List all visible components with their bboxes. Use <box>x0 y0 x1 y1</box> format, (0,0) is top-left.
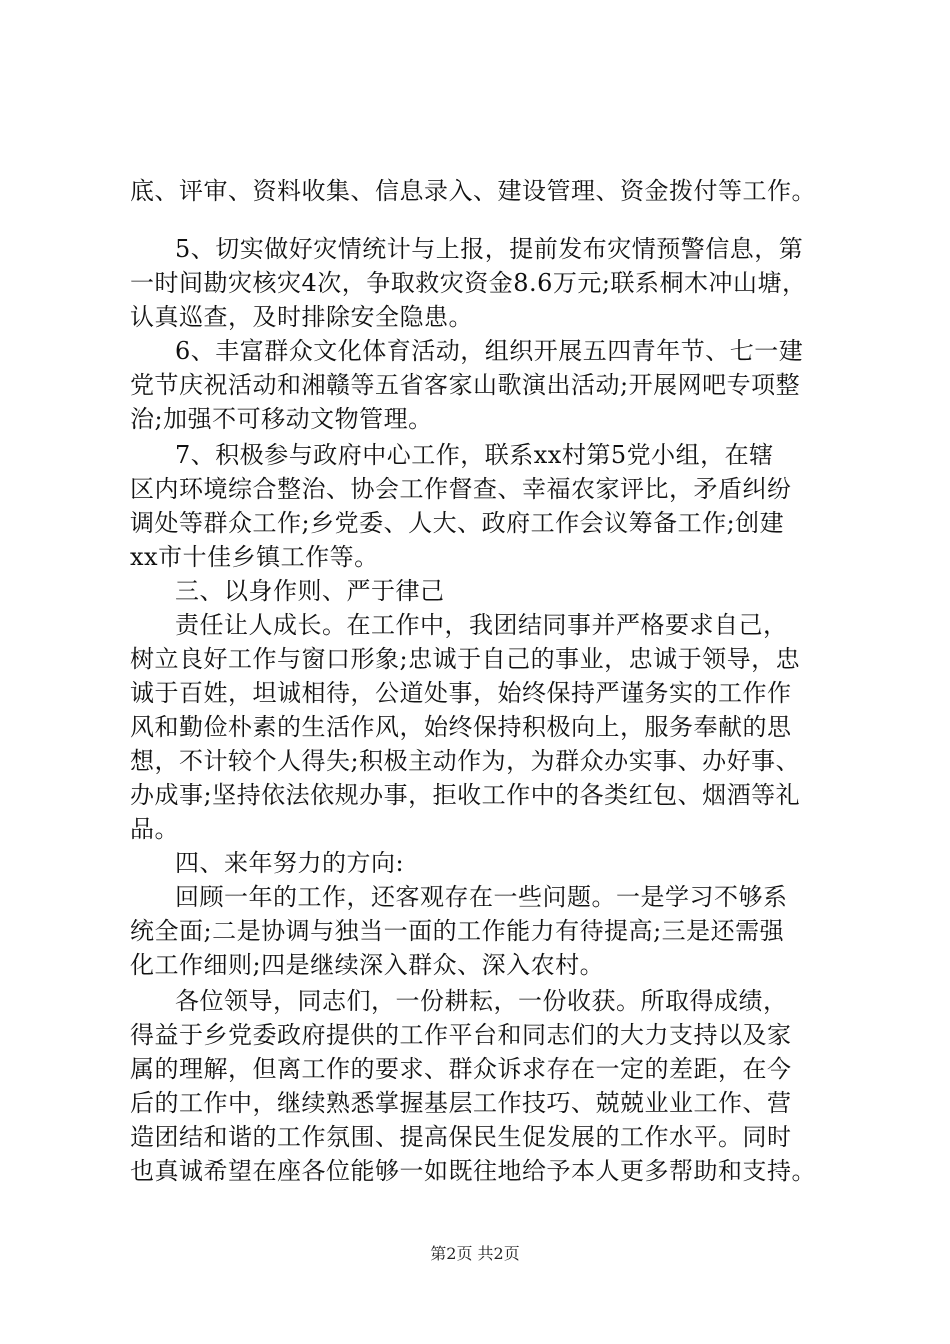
text-line: 造团结和谐的工作氛围、提高保民生促发展的工作水平。同时 <box>130 1123 792 1151</box>
text-line: 责任让人成长。在工作中，我团结同事并严格要求自己， <box>175 611 788 639</box>
text-line: 5、切实做好灾情统计与上报，提前发布灾情预警信息，第 <box>175 235 804 263</box>
text-line: 化工作细则;四是继续深入群众、深入农村。 <box>130 951 605 979</box>
text-line: 后的工作中，继续熟悉掌握基层工作技巧、兢兢业业工作、营 <box>130 1089 792 1117</box>
text-line: 想，不计较个人得失;积极主动作为，为群众办实事、办好事、 <box>130 747 801 775</box>
text-line: 诚于百姓，坦诚相待，公道处事，始终保持严谨务实的工作作 <box>130 679 792 707</box>
text-line: 办成事;坚持依法依规办事，拒收工作中的各类红包、烟酒等礼 <box>130 781 801 809</box>
text-line: 各位领导，同志们，一份耕耘，一份收获。所取得成绩， <box>175 987 788 1015</box>
text-line: 得益于乡党委政府提供的工作平台和同志们的大力支持以及家 <box>130 1021 792 1049</box>
text-line: 认真巡查，及时排除安全隐患。 <box>130 303 473 331</box>
text-line: 党节庆祝活动和湘赣等五省客家山歌演出活动;开展网吧专项整 <box>130 371 801 399</box>
text-line: 统全面;二是协调与独当一面的工作能力有待提高;三是还需强 <box>130 917 785 945</box>
text-line: 一时间勘灾核灾4次，争取救灾资金8.6万元;联系桐木冲山塘， <box>130 269 807 297</box>
text-line: xx市十佳乡镇工作等。 <box>130 543 379 571</box>
text-line: 底、评审、资料收集、信息录入、建设管理、资金拨付等工作。 <box>130 177 816 205</box>
page-footer: 第2页 共2页 <box>430 1244 520 1263</box>
text-line: 6、丰富群众文化体育活动，组织开展五四青年节、七一建 <box>175 337 804 365</box>
text-line: 回顾一年的工作，还客观存在一些问题。一是学习不够系 <box>175 883 788 911</box>
text-line: 品。 <box>130 815 179 843</box>
text-line: 调处等群众工作;乡党委、人大、政府工作会议筹备工作;创建 <box>130 509 785 537</box>
text-line: 区内环境综合整治、协会工作督查、幸福农家评比，矛盾纠纷 <box>130 475 792 503</box>
text-line: 属的理解，但离工作的要求、群众诉求存在一定的差距，在今 <box>130 1055 792 1083</box>
text-line: 治;加强不可移动文物管理。 <box>130 405 433 433</box>
text-line: 风和勤俭朴素的生活作风，始终保持积极向上，服务奉献的思 <box>130 713 792 741</box>
section-heading: 四、来年努力的方向: <box>175 849 405 877</box>
text-line: 7、积极参与政府中心工作，联系xx村第5党小组，在辖 <box>175 441 774 469</box>
text-line: 也真诚希望在座各位能够一如既往地给予本人更多帮助和支持。 <box>130 1157 816 1185</box>
section-heading: 三、以身作则、严于律己 <box>175 577 445 605</box>
text-line: 树立良好工作与窗口形象;忠诚于自己的事业，忠诚于领导，忠 <box>130 645 801 673</box>
